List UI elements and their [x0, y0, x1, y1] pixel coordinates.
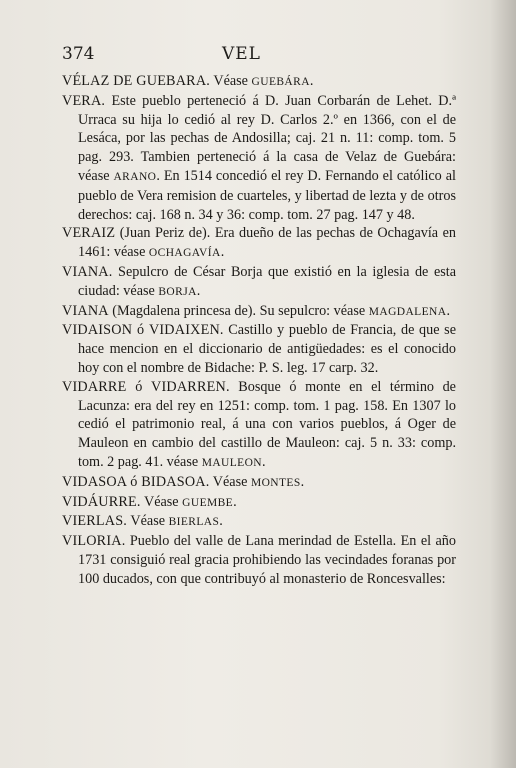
entry-headword: VIERLAS. [62, 513, 128, 530]
entry-viana-2 [62, 302, 456, 322]
entry-headword: VILORIA. [62, 533, 126, 550]
entry-crossref: MAULEON [201, 456, 263, 469]
entry-body: Bosque ó monte en el término de Lacunza: era del rey en 1251: comp. tom. 1 pag. 158. En 1307 lo cedió el patrimonio real, á una con varios pueblos, á Oger de Mauleon en cambio del castillo de Mauleon: caj. 5 n. 33: comp. tom. 2 pag. 41. véase [78, 378, 456, 470]
entry-headword: VIDÁURRE. [62, 493, 141, 510]
entry-veraiz [62, 224, 456, 263]
entry-body: Véase [210, 73, 252, 89]
entry-tail: . [262, 453, 266, 470]
entry-body: Pueblo del valle de Lana merindad de Estella. En el año 1731 consiguió real gracia prohibiendo las vecindades foranas por 100 ducados, con que contribuyó al monasterio de Roncesvalles: [78, 533, 456, 587]
entry-crossref: OCHAGAVÍA [148, 247, 221, 260]
entry-tail: . [300, 473, 305, 490]
page-number: 374 [62, 44, 95, 64]
entry-vierlas [62, 512, 456, 532]
entry-headword: VIANA [62, 302, 109, 319]
entry-crossref: GUEMBE [182, 496, 234, 509]
entry-body: Véase [209, 473, 251, 490]
entry-body: Véase [127, 513, 169, 530]
entry-body: Castillo y pueblo de Francia, de que se hace mencion en el diccionario de antigüedades: es el conocido hoy con el nombre de Bidache: P. S. leg. 17 carp. 32. [78, 322, 457, 376]
entry-vidaurre [62, 493, 456, 513]
entry-headword: VIDAISON ó VIDAIXEN. [62, 322, 224, 339]
entry-body: Véase [140, 493, 183, 510]
entry-tail: . [446, 302, 450, 319]
page-header [62, 44, 450, 66]
entry-vidarre [62, 378, 456, 473]
entry-viloria [62, 532, 456, 588]
entry-vidaison [62, 321, 456, 377]
entry-tail: . [220, 244, 225, 261]
entry-crossref: BORJA [158, 285, 197, 298]
entry-vera [62, 92, 456, 225]
entry-headword: VIDARRE ó VIDARREN. [62, 378, 230, 395]
entry-body: (Magdalena princesa de). Su sepulcro: véase [108, 302, 369, 319]
entry-headword: VIANA. [62, 263, 113, 280]
page-gutter-shadow [490, 0, 516, 768]
entry-viana-1 [62, 263, 456, 302]
running-head: VEL [222, 44, 261, 64]
entry-tail: . [196, 282, 201, 299]
entry-crossref: BIERLAS [168, 516, 220, 529]
entry-body: Sepulcro de César Borja que existió en la iglesia de esta ciudad: véase [78, 263, 456, 299]
entry-headword: VIDASOA ó BIDASOA. [62, 473, 210, 490]
entry-body: (Juan Periz de). Era dueño de las pechas de Ochagavía en 1461: véase [78, 225, 456, 261]
entry-velaz-de-guebara [62, 72, 456, 92]
dictionary-text [62, 72, 456, 589]
entry-crossref: MAGDALENA [368, 305, 447, 318]
entry-tail: . En 1514 concedió el rey D. Fernando el católico al pueblo de Vera remision de cuarteles, y libertad de lezta y de otros derechos: caj. 168 n. 34 y 36: comp. tom. 27 pag. 147 y 48. [78, 167, 456, 223]
entry-tail: . [233, 493, 237, 510]
entry-vidasoa [62, 473, 456, 493]
entry-crossref: MONTES [250, 476, 301, 489]
entry-tail: . [219, 513, 223, 530]
entry-body: Este pueblo perteneció á D. Juan Corbarán de Lehet. D.ª Urraca su hija lo cedió al rey D. Carlos 2.º en 1366, con el de Lesáca, por las pechas de Andosilla; caj. 21 n. 11: comp. tom. 5 pag. 293. Tambien perteneció á la casa de Velaz de Guebára: véase [78, 92, 456, 184]
entry-headword: VERA. [62, 92, 106, 109]
entry-crossref: GUEBÁRA [251, 76, 310, 88]
entry-headword: VÉLAZ DE GUEBARA. [62, 73, 211, 89]
entry-tail: . [309, 73, 314, 89]
entry-headword: VERAIZ [62, 225, 116, 242]
entry-crossref: ARANO [113, 170, 157, 183]
